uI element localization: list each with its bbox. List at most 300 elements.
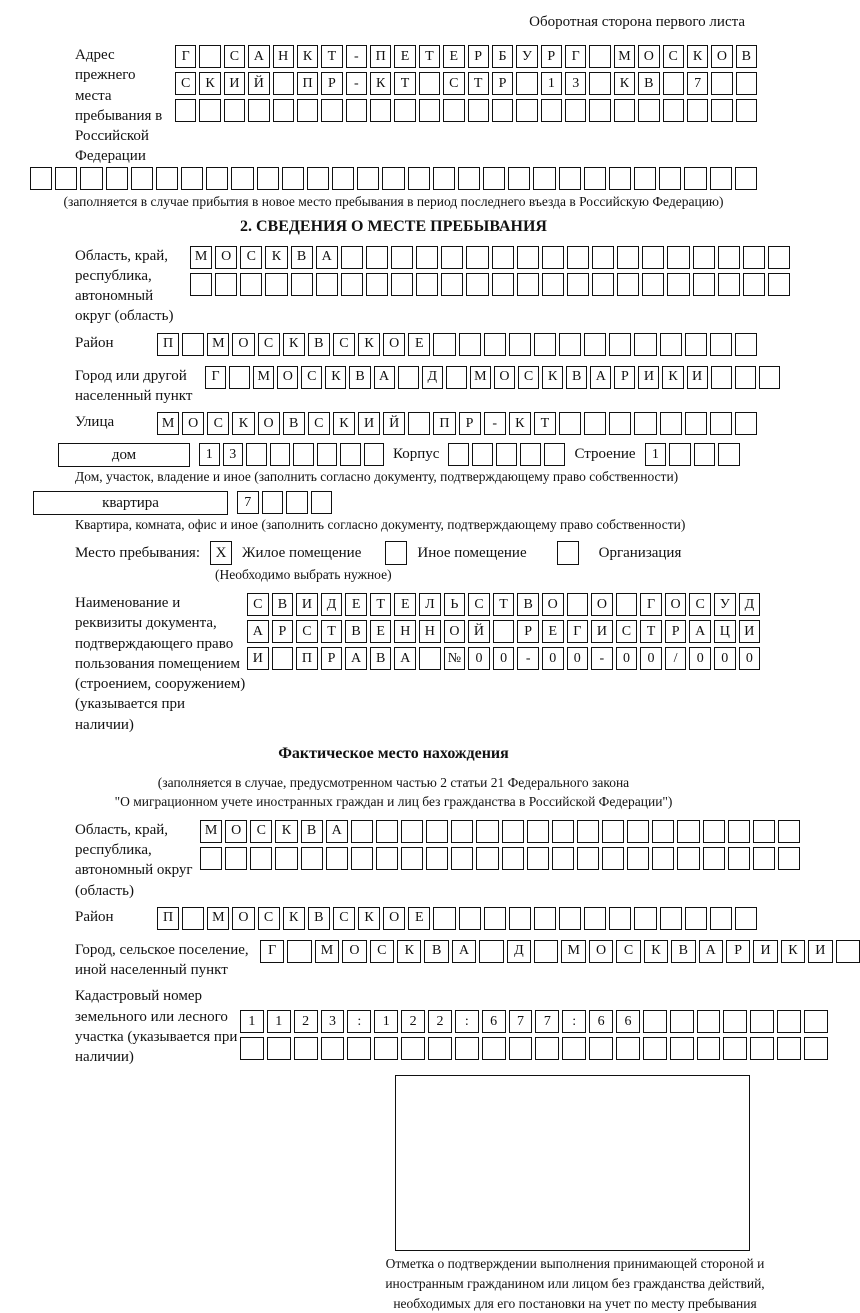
char-box[interactable]: О xyxy=(638,45,659,68)
char-box[interactable]: В xyxy=(638,72,659,95)
char-box[interactable] xyxy=(401,1037,425,1060)
char-box[interactable]: 1 xyxy=(374,1010,398,1033)
char-box[interactable]: В xyxy=(566,366,587,389)
char-box[interactable] xyxy=(534,907,556,930)
char-box[interactable] xyxy=(416,246,438,269)
char-box[interactable]: В xyxy=(308,907,330,930)
char-box[interactable]: 6 xyxy=(482,1010,506,1033)
char-box[interactable]: Г xyxy=(565,45,586,68)
char-box[interactable] xyxy=(542,273,564,296)
char-box[interactable]: М xyxy=(190,246,212,269)
char-box[interactable]: 0 xyxy=(567,647,589,670)
char-box[interactable] xyxy=(577,847,599,870)
char-box[interactable]: В xyxy=(345,620,367,643)
char-box[interactable] xyxy=(455,1037,479,1060)
char-box[interactable] xyxy=(728,847,750,870)
char-box[interactable] xyxy=(416,273,438,296)
char-box[interactable]: М xyxy=(207,907,229,930)
char-box[interactable] xyxy=(282,167,304,190)
char-box[interactable] xyxy=(240,1037,264,1060)
char-box[interactable]: Р xyxy=(321,72,342,95)
char-box[interactable] xyxy=(652,820,674,843)
char-box[interactable] xyxy=(156,167,178,190)
char-box[interactable] xyxy=(448,443,469,466)
char-box[interactable]: Г xyxy=(567,620,589,643)
char-box[interactable]: 3 xyxy=(223,443,244,466)
char-box[interactable]: - xyxy=(517,647,539,670)
char-box[interactable] xyxy=(458,167,480,190)
char-box[interactable]: 1 xyxy=(541,72,562,95)
char-box[interactable] xyxy=(224,99,245,122)
char-box[interactable] xyxy=(516,72,537,95)
char-box[interactable] xyxy=(710,412,732,435)
char-box[interactable] xyxy=(273,99,294,122)
char-box[interactable] xyxy=(627,820,649,843)
char-box[interactable] xyxy=(660,333,682,356)
char-box[interactable] xyxy=(723,1037,747,1060)
char-box[interactable] xyxy=(710,333,732,356)
char-box[interactable] xyxy=(614,99,635,122)
char-box[interactable]: А xyxy=(374,366,395,389)
char-box[interactable]: Е xyxy=(370,620,392,643)
char-box[interactable]: О xyxy=(665,593,687,616)
char-box[interactable]: 0 xyxy=(468,647,490,670)
char-box[interactable] xyxy=(502,820,524,843)
char-box[interactable] xyxy=(697,1037,721,1060)
char-box[interactable] xyxy=(80,167,102,190)
char-box[interactable]: С xyxy=(247,593,269,616)
char-box[interactable]: В xyxy=(291,246,313,269)
char-box[interactable]: Г xyxy=(260,940,284,963)
char-box[interactable]: А xyxy=(699,940,723,963)
char-box[interactable]: 3 xyxy=(565,72,586,95)
char-box[interactable] xyxy=(703,847,725,870)
char-box[interactable] xyxy=(294,1037,318,1060)
char-box[interactable] xyxy=(347,1037,371,1060)
char-box[interactable] xyxy=(351,847,373,870)
char-box[interactable]: 0 xyxy=(689,647,711,670)
char-box[interactable] xyxy=(520,443,541,466)
char-box[interactable] xyxy=(552,847,574,870)
char-box[interactable] xyxy=(370,99,391,122)
char-box[interactable] xyxy=(391,246,413,269)
char-box[interactable] xyxy=(509,907,531,930)
char-box[interactable]: 0 xyxy=(640,647,662,670)
char-box[interactable] xyxy=(589,99,610,122)
char-box[interactable]: С xyxy=(308,412,330,435)
char-box[interactable]: В xyxy=(424,940,448,963)
char-box[interactable] xyxy=(642,273,664,296)
char-box[interactable]: 2 xyxy=(294,1010,318,1033)
char-box[interactable] xyxy=(804,1010,828,1033)
char-box[interactable] xyxy=(609,412,631,435)
char-box[interactable]: 0 xyxy=(714,647,736,670)
char-box[interactable] xyxy=(376,820,398,843)
char-box[interactable] xyxy=(366,246,388,269)
char-box[interactable] xyxy=(743,273,765,296)
char-box[interactable]: К xyxy=(542,366,563,389)
char-box[interactable] xyxy=(240,273,262,296)
char-box[interactable]: Т xyxy=(394,72,415,95)
char-box[interactable]: У xyxy=(516,45,537,68)
char-box[interactable]: Е xyxy=(394,45,415,68)
char-box[interactable] xyxy=(768,246,790,269)
char-box[interactable] xyxy=(301,847,323,870)
char-box[interactable] xyxy=(321,99,342,122)
char-box[interactable] xyxy=(634,907,656,930)
char-box[interactable] xyxy=(567,273,589,296)
char-box[interactable]: У xyxy=(714,593,736,616)
char-box[interactable] xyxy=(559,412,581,435)
char-box[interactable] xyxy=(677,847,699,870)
char-box[interactable] xyxy=(670,1037,694,1060)
checkbox-organizatsiya[interactable] xyxy=(557,541,579,565)
char-box[interactable] xyxy=(262,491,284,514)
char-box[interactable]: Б xyxy=(492,45,513,68)
char-box[interactable] xyxy=(778,847,800,870)
char-box[interactable]: С xyxy=(250,820,272,843)
char-box[interactable]: И xyxy=(247,647,269,670)
char-box[interactable]: - xyxy=(484,412,506,435)
char-box[interactable]: Р xyxy=(459,412,481,435)
char-box[interactable] xyxy=(293,443,314,466)
char-box[interactable] xyxy=(617,246,639,269)
char-box[interactable] xyxy=(426,847,448,870)
char-box[interactable] xyxy=(616,1037,640,1060)
char-box[interactable]: 6 xyxy=(589,1010,613,1033)
char-box[interactable] xyxy=(131,167,153,190)
char-box[interactable]: С xyxy=(258,907,280,930)
char-box[interactable]: 1 xyxy=(240,1010,264,1033)
char-box[interactable] xyxy=(589,72,610,95)
char-box[interactable]: С xyxy=(333,907,355,930)
char-box[interactable] xyxy=(718,246,740,269)
char-box[interactable] xyxy=(408,167,430,190)
char-box[interactable]: М xyxy=(561,940,585,963)
char-box[interactable]: С xyxy=(616,940,640,963)
char-box[interactable]: Н xyxy=(419,620,441,643)
char-box[interactable]: К xyxy=(297,45,318,68)
char-box[interactable] xyxy=(492,99,513,122)
char-box[interactable]: К xyxy=(283,907,305,930)
char-box[interactable] xyxy=(534,333,556,356)
char-box[interactable] xyxy=(642,246,664,269)
char-box[interactable]: М xyxy=(253,366,274,389)
char-box[interactable] xyxy=(541,99,562,122)
char-box[interactable]: М xyxy=(315,940,339,963)
char-box[interactable]: С xyxy=(301,366,322,389)
char-box[interactable]: О xyxy=(589,940,613,963)
char-box[interactable] xyxy=(663,72,684,95)
char-box[interactable] xyxy=(496,443,517,466)
char-box[interactable] xyxy=(728,820,750,843)
char-box[interactable] xyxy=(710,907,732,930)
char-box[interactable] xyxy=(736,72,757,95)
char-box[interactable]: 0 xyxy=(493,647,515,670)
char-box[interactable] xyxy=(669,443,691,466)
char-box[interactable]: В xyxy=(370,647,392,670)
char-box[interactable]: Т xyxy=(370,593,392,616)
char-box[interactable]: А xyxy=(345,647,367,670)
char-box[interactable] xyxy=(106,167,128,190)
char-box[interactable] xyxy=(723,1010,747,1033)
char-box[interactable]: 7 xyxy=(509,1010,533,1033)
char-box[interactable]: К xyxy=(662,366,683,389)
char-box[interactable]: С xyxy=(240,246,262,269)
char-box[interactable] xyxy=(484,333,506,356)
char-box[interactable]: К xyxy=(265,246,287,269)
char-box[interactable]: Й xyxy=(383,412,405,435)
char-box[interactable]: Р xyxy=(321,647,343,670)
char-box[interactable] xyxy=(55,167,77,190)
char-box[interactable] xyxy=(609,333,631,356)
char-box[interactable] xyxy=(433,907,455,930)
char-box[interactable]: К xyxy=(397,940,421,963)
char-box[interactable] xyxy=(534,940,558,963)
char-box[interactable]: Й xyxy=(468,620,490,643)
char-box[interactable] xyxy=(735,412,757,435)
char-box[interactable]: А xyxy=(590,366,611,389)
char-box[interactable]: И xyxy=(808,940,832,963)
char-box[interactable] xyxy=(351,820,373,843)
char-box[interactable] xyxy=(357,167,379,190)
char-box[interactable]: С xyxy=(175,72,196,95)
char-box[interactable]: О xyxy=(225,820,247,843)
char-box[interactable] xyxy=(584,167,606,190)
char-box[interactable] xyxy=(451,847,473,870)
char-box[interactable]: 6 xyxy=(616,1010,640,1033)
char-box[interactable] xyxy=(394,99,415,122)
char-box[interactable]: Д xyxy=(739,593,761,616)
char-box[interactable]: Т xyxy=(468,72,489,95)
char-box[interactable] xyxy=(750,1037,774,1060)
char-box[interactable]: 3 xyxy=(321,1010,345,1033)
char-box[interactable]: О xyxy=(591,593,613,616)
char-box[interactable] xyxy=(231,167,253,190)
char-box[interactable]: О xyxy=(444,620,466,643)
char-box[interactable] xyxy=(182,907,204,930)
char-box[interactable]: О xyxy=(232,333,254,356)
char-box[interactable] xyxy=(559,333,581,356)
char-box[interactable]: 2 xyxy=(428,1010,452,1033)
char-box[interactable]: Р xyxy=(517,620,539,643)
char-box[interactable] xyxy=(286,491,308,514)
char-box[interactable]: И xyxy=(739,620,761,643)
char-box[interactable]: 1 xyxy=(267,1010,291,1033)
char-box[interactable] xyxy=(225,847,247,870)
char-box[interactable]: 7 xyxy=(535,1010,559,1033)
char-box[interactable] xyxy=(199,45,220,68)
char-box[interactable] xyxy=(643,1037,667,1060)
char-box[interactable] xyxy=(206,167,228,190)
char-box[interactable] xyxy=(804,1037,828,1060)
char-box[interactable]: : xyxy=(455,1010,479,1033)
char-box[interactable] xyxy=(311,491,333,514)
char-box[interactable]: П xyxy=(297,72,318,95)
char-box[interactable] xyxy=(428,1037,452,1060)
char-box[interactable] xyxy=(694,443,716,466)
char-box[interactable] xyxy=(617,273,639,296)
char-box[interactable] xyxy=(483,167,505,190)
char-box[interactable]: К xyxy=(325,366,346,389)
char-box[interactable] xyxy=(718,273,740,296)
char-box[interactable] xyxy=(544,443,565,466)
char-box[interactable]: П xyxy=(157,333,179,356)
char-box[interactable]: Т xyxy=(640,620,662,643)
char-box[interactable] xyxy=(366,273,388,296)
char-box[interactable] xyxy=(484,907,506,930)
char-box[interactable]: В xyxy=(736,45,757,68)
char-box[interactable]: О xyxy=(494,366,515,389)
char-box[interactable]: В xyxy=(517,593,539,616)
char-box[interactable]: К xyxy=(781,940,805,963)
char-box[interactable]: М xyxy=(614,45,635,68)
char-box[interactable]: К xyxy=(687,45,708,68)
char-box[interactable]: Т xyxy=(321,45,342,68)
char-box[interactable]: Ц xyxy=(714,620,736,643)
char-box[interactable]: Г xyxy=(205,366,226,389)
char-box[interactable] xyxy=(516,99,537,122)
char-box[interactable] xyxy=(750,1010,774,1033)
char-box[interactable] xyxy=(552,820,574,843)
char-box[interactable]: С xyxy=(224,45,245,68)
char-box[interactable] xyxy=(257,167,279,190)
char-box[interactable]: О xyxy=(215,246,237,269)
char-box[interactable] xyxy=(711,72,732,95)
char-box[interactable] xyxy=(627,847,649,870)
char-box[interactable]: И xyxy=(224,72,245,95)
char-box[interactable] xyxy=(433,167,455,190)
char-box[interactable]: Е xyxy=(443,45,464,68)
char-box[interactable]: П xyxy=(296,647,318,670)
char-box[interactable] xyxy=(697,1010,721,1033)
char-box[interactable] xyxy=(476,847,498,870)
char-box[interactable]: С xyxy=(689,593,711,616)
char-box[interactable]: А xyxy=(394,647,416,670)
char-box[interactable]: М xyxy=(207,333,229,356)
char-box[interactable] xyxy=(542,246,564,269)
char-box[interactable]: - xyxy=(591,647,613,670)
char-box[interactable] xyxy=(479,940,503,963)
char-box[interactable]: : xyxy=(347,1010,371,1033)
char-box[interactable] xyxy=(711,99,732,122)
char-box[interactable]: И xyxy=(591,620,613,643)
char-box[interactable]: О xyxy=(383,333,405,356)
char-box[interactable] xyxy=(592,246,614,269)
char-box[interactable] xyxy=(472,443,493,466)
char-box[interactable] xyxy=(419,99,440,122)
char-box[interactable] xyxy=(527,820,549,843)
char-box[interactable]: С xyxy=(333,333,355,356)
char-box[interactable] xyxy=(659,167,681,190)
char-box[interactable] xyxy=(307,167,329,190)
char-box[interactable]: Л xyxy=(419,593,441,616)
char-box[interactable] xyxy=(577,820,599,843)
char-box[interactable] xyxy=(199,99,220,122)
char-box[interactable] xyxy=(401,820,423,843)
char-box[interactable] xyxy=(663,99,684,122)
char-box[interactable] xyxy=(341,246,363,269)
char-box[interactable] xyxy=(391,273,413,296)
char-box[interactable] xyxy=(419,647,441,670)
char-box[interactable] xyxy=(273,72,294,95)
char-box[interactable] xyxy=(693,246,715,269)
char-box[interactable]: Р xyxy=(492,72,513,95)
char-box[interactable] xyxy=(535,1037,559,1060)
char-box[interactable] xyxy=(753,820,775,843)
char-box[interactable] xyxy=(340,443,361,466)
char-box[interactable]: С xyxy=(443,72,464,95)
char-box[interactable]: И xyxy=(638,366,659,389)
char-box[interactable]: О xyxy=(182,412,204,435)
char-box[interactable] xyxy=(250,847,272,870)
char-box[interactable] xyxy=(711,366,732,389)
char-box[interactable] xyxy=(317,443,338,466)
char-box[interactable] xyxy=(634,412,656,435)
char-box[interactable] xyxy=(589,1037,613,1060)
char-box[interactable] xyxy=(609,907,631,930)
char-box[interactable]: К xyxy=(199,72,220,95)
char-box[interactable] xyxy=(267,1037,291,1060)
char-box[interactable]: А xyxy=(248,45,269,68)
char-box[interactable]: В xyxy=(308,333,330,356)
char-box[interactable]: Р xyxy=(468,45,489,68)
char-box[interactable]: Д xyxy=(321,593,343,616)
char-box[interactable]: С xyxy=(207,412,229,435)
char-box[interactable]: О xyxy=(542,593,564,616)
char-box[interactable]: Р xyxy=(272,620,294,643)
char-box[interactable] xyxy=(466,246,488,269)
char-box[interactable] xyxy=(616,593,638,616)
char-box[interactable] xyxy=(687,99,708,122)
char-box[interactable] xyxy=(768,273,790,296)
char-box[interactable]: В xyxy=(283,412,305,435)
char-box[interactable] xyxy=(190,273,212,296)
char-box[interactable] xyxy=(735,333,757,356)
char-box[interactable] xyxy=(492,273,514,296)
char-box[interactable]: И xyxy=(687,366,708,389)
char-box[interactable] xyxy=(433,333,455,356)
char-box[interactable] xyxy=(602,820,624,843)
char-box[interactable] xyxy=(703,820,725,843)
char-box[interactable] xyxy=(517,246,539,269)
char-box[interactable] xyxy=(419,72,440,95)
char-box[interactable] xyxy=(602,847,624,870)
char-box[interactable] xyxy=(778,820,800,843)
char-box[interactable] xyxy=(341,273,363,296)
char-box[interactable] xyxy=(652,847,674,870)
char-box[interactable]: К xyxy=(333,412,355,435)
char-box[interactable]: - xyxy=(346,72,367,95)
char-box[interactable]: 7 xyxy=(687,72,708,95)
char-box[interactable] xyxy=(508,167,530,190)
char-box[interactable] xyxy=(346,99,367,122)
char-box[interactable] xyxy=(565,99,586,122)
char-box[interactable]: П xyxy=(370,45,391,68)
char-box[interactable] xyxy=(332,167,354,190)
char-box[interactable]: А xyxy=(326,820,348,843)
char-box[interactable] xyxy=(364,443,385,466)
char-box[interactable]: Г xyxy=(175,45,196,68)
char-box[interactable]: Р xyxy=(541,45,562,68)
char-box[interactable]: Т xyxy=(419,45,440,68)
char-box[interactable]: В xyxy=(349,366,370,389)
char-box[interactable]: И xyxy=(358,412,380,435)
char-box[interactable] xyxy=(297,99,318,122)
char-box[interactable]: М xyxy=(157,412,179,435)
char-box[interactable] xyxy=(584,412,606,435)
char-box[interactable] xyxy=(287,940,311,963)
